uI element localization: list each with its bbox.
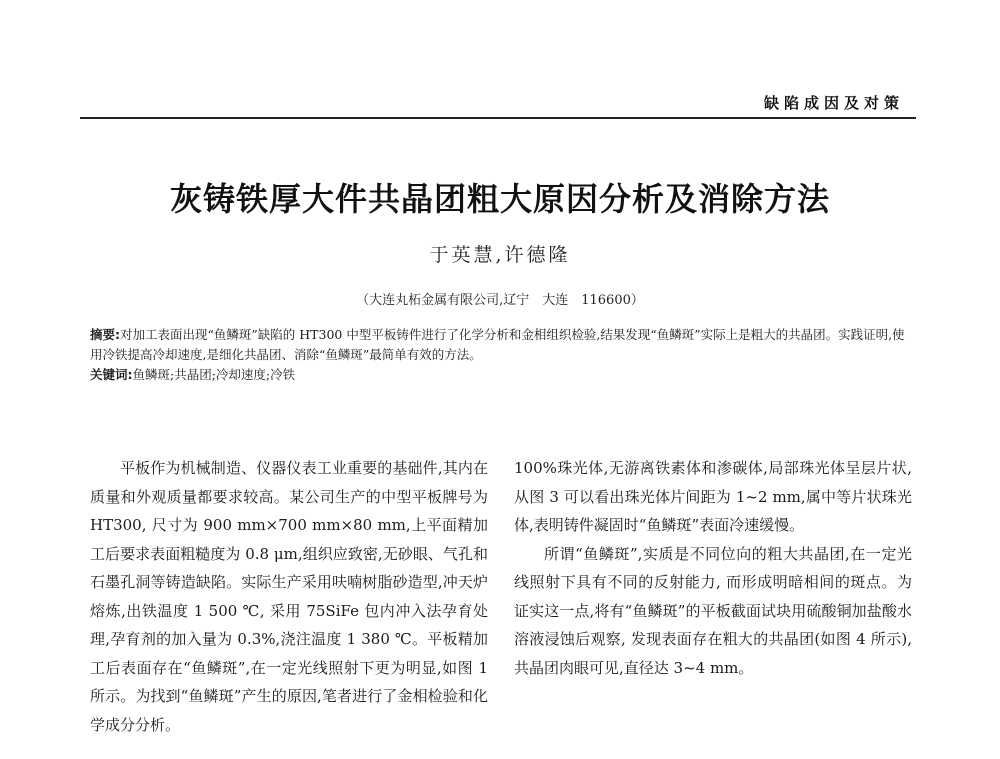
abstract-block <box>90 325 914 385</box>
affiliation: （大连丸柘金属有限公司,辽宁 大连 116600） <box>356 293 644 308</box>
header-rule <box>80 117 916 119</box>
body-column-left <box>90 454 488 739</box>
keywords <box>90 365 914 385</box>
keywords-label: 关键词: <box>90 367 133 382</box>
body-paragraph: 平板作为机械制造、仪器仪表工业重要的基础件,其内在质量和外观质量都要求较高。某公司生产的中型平板牌号为 HT300, 尺寸为 900 mm×700 mm×80 mm,上平面精加工后要求表面粗糙度为 0.8 μm,组织应致密,无砂眼、气孔和石墨孔洞等铸造缺陷。实际生产采用呋喃树脂砂造型,冲天炉熔炼,出铁温度 1 500 ℃, 采用 75SiFe 包内冲入法孕育处理,孕育剂的加入量为 0.3%,浇注温度 1 380 ℃。平板精加工后表面存在“鱼鳞斑”,在一定光线照射下更为明显,如图 1 所示。为找到“鱼鳞斑”产生的原因,笔者进行了金相检验和化学成分分析。 <box>90 459 488 734</box>
body-column-right <box>514 454 912 682</box>
abstract <box>90 325 914 365</box>
abstract-label: 摘要: <box>90 327 120 342</box>
section-tag: 缺陷成因及对策 <box>763 94 904 112</box>
paper-title: 灰铸铁厚大件共晶团粗大原因分析及消除方法 <box>169 180 830 218</box>
body-paragraph: 100%珠光体,无游离铁素体和渗碳体,局部珠光体呈层片状, 从图 3 可以看出珠光体片间距为 1~2 mm,属中等片状珠光体,表明铸件凝固时“鱼鳞斑”表面冷速缓慢。 <box>514 459 912 534</box>
abstract-text: 对加工表面出现“鱼鳞斑”缺陷的 HT300 中型平板铸件进行了化学分析和金相组织检验,结果发现“鱼鳞斑”实际上是粗大的共晶团。实践证明,使用冷铁提高冷却速度,是细化共晶团、消除“鱼鳞斑”最简单有效的方法。 <box>90 327 905 362</box>
body-paragraph: 所谓“鱼鳞斑”,实质是不同位向的粗大共晶团,在一定光线照射下具有不同的反射能力, 而形成明暗相间的斑点。为证实这一点,将有“鱼鳞斑”的平板截面试块用硫酸铜加盐酸水溶液浸蚀后观察, 发现表面存在粗大的共晶团(如图 4 所示),共晶团肉眼可见,直径达 3~4 mm。 <box>514 544 912 677</box>
keywords-text: 鱼鳞斑;共晶团;冷却速度;冷铁 <box>132 367 296 382</box>
authors: 于英慧,许德隆 <box>429 244 571 266</box>
